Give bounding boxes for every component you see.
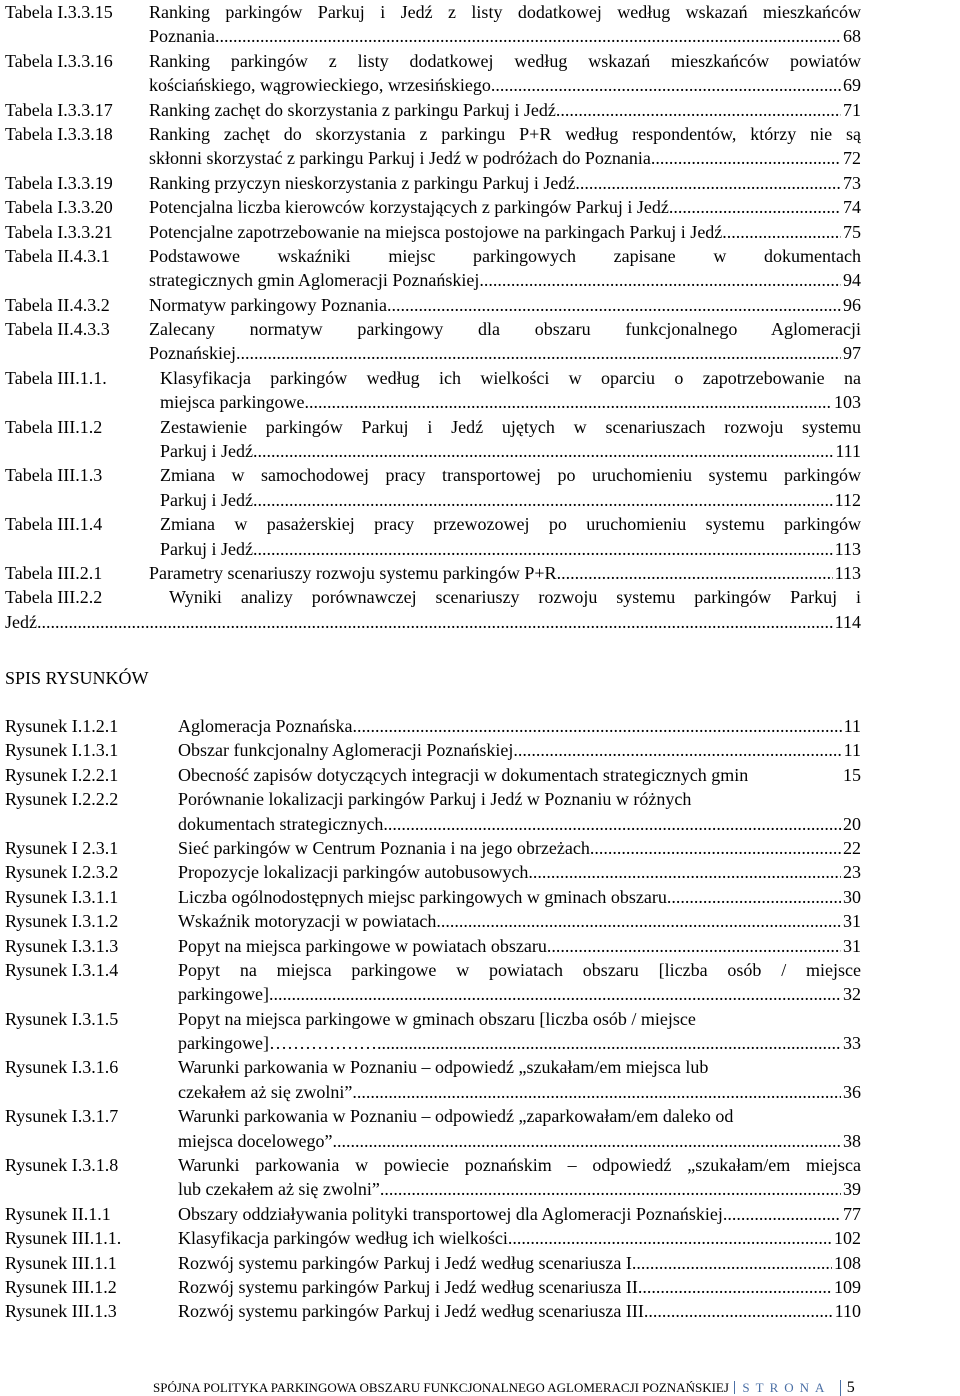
entry-title-last: Rozwój systemu parkingów Parkuj i Jedź według scenariusza I. [178,1252,637,1273]
toc-figure-entry[interactable] [5,1202,861,1226]
entry-page-number: 36 [843,1081,861,1102]
entry-page-number: 109 [834,1276,861,1297]
entry-title-last: Ranking przyczyn nieskorzystania z parkingu Parkuj i Jedź [149,172,576,193]
dot-leader [669,195,841,219]
dot-leader [667,885,841,909]
toc-table-entry[interactable] [5,195,861,219]
toc-figure-entry[interactable] [5,738,861,762]
entry-page-number: 96 [843,294,861,315]
toc-figure-entry[interactable] [5,934,861,958]
entry-label: Rysunek I.3.1.6 [5,1057,119,1078]
toc-table-entry[interactable] [5,220,861,244]
entry-title-last: Normatyw parkingowy Poznania. [149,294,392,315]
entry-label: Rysunek I.2.2.1 [5,764,119,785]
entry-title-line: Zmiana w pasażerskiej pracy przewozowej po uruchomieniu systemu parkingów [160,514,861,535]
dot-leader [436,909,841,933]
toc-figure-entry[interactable] [5,909,861,933]
entry-page-number: 22 [843,837,861,858]
toc-table-entry[interactable] [5,98,861,122]
entry-title-last: Obecność zapisów dotyczących integracji w dokumentach strategicznych gmin [178,764,749,785]
entry-title-line: Ranking parkingów z listy dodatkowej według wskazań mieszkańców powiatów [149,50,861,71]
toc-figure-entry[interactable] [5,1007,861,1056]
entry-title-line: Zestawienie parkingów Parkuj i Jedź ujętych w scenariuszach rozwoju systemu [160,416,861,437]
entry-label: Tabela III.1.1. [5,367,107,388]
entry-label: Rysunek I.2.2.2 [5,789,119,810]
dot-leader [41,610,832,634]
entry-title-last: Liczba ogólnodostępnych miejsc parkingowych w gminach obszaru [178,886,667,907]
entry-title-last: Aglomeracja Poznańska [178,716,353,736]
entry-title-last: Poznania. [149,26,220,47]
dot-leader [352,1080,841,1104]
entry-label: Tabela I.3.3.21 [5,221,113,242]
toc-figure-entry[interactable] [5,1299,861,1323]
entry-title-last: dokumentach strategicznych [178,813,384,834]
entry-page-number: 102 [834,1228,861,1249]
entry-page-number: 112 [834,489,861,510]
dot-leader [648,1299,832,1323]
entry-title-line: Podstawowe wskaźniki miejsc parkingowych zapisane w dokumentach [149,245,861,266]
entry-title-last: Obszar funkcjonalny Aglomeracji Poznańskiej [178,740,514,761]
toc-figure-entry[interactable] [5,1055,861,1104]
entry-title-last: Poznańskiej [149,343,236,364]
dot-leader [391,293,841,317]
dot-leader [236,341,841,365]
entry-page-number: 75 [843,221,861,242]
toc-figure-entry[interactable] [5,836,861,860]
entry-title-line: Zmiana w samochodowej pracy transportowej po uruchomieniu systemu parkingów [160,465,861,486]
entry-page-number: 31 [843,935,861,956]
dot-leader [269,982,841,1006]
dot-leader [253,439,833,463]
dot-leader [575,171,841,195]
section-title-figures: SPIS RYSUNKÓW [5,668,149,688]
entry-title-last: kościańskiego, wągrowieckiego, wrzesińskiego. [149,75,496,96]
entry-title-last: Potencjalne zapotrzebowanie na miejsca postojowe na parkingach Parkuj i Jedź [149,221,723,242]
entry-label: Tabela I.3.3.20 [5,197,113,218]
entry-label: Rysunek I.3.1.4 [5,959,119,980]
dot-leader [642,1275,832,1299]
entry-title-last: parkingowe] [178,984,269,1005]
entry-title-last: miejsca parkingowe [160,392,305,413]
toc-table-entry[interactable] [5,561,861,585]
entry-page-number: 74 [843,197,861,218]
entry-label: Rysunek I.3.1.5 [5,1008,119,1029]
entry-page-number: 73 [843,172,861,193]
entry-title-last: parkingowe]……………….. [178,1033,386,1054]
entry-label: Tabela I.3.3.18 [5,123,113,144]
entry-label: Rysunek III.1.2 [5,1276,117,1297]
entry-title-last: Jedź. [5,611,42,632]
toc-figure-entry[interactable] [5,787,861,836]
toc-figure-entry[interactable] [5,1275,861,1299]
entry-page-number: 33 [843,1033,861,1054]
toc-table-entry[interactable] [5,415,861,464]
entry-label: Tabela II.4.3.3 [5,319,110,340]
entry-title-last: Klasyfikacja parkingów według ich wielkości [178,1228,508,1249]
toc-table-entry[interactable] [5,512,861,561]
entry-label: Tabela III.1.2 [5,416,103,437]
entry-label: Rysunek III.1.1. [5,1228,122,1249]
dot-leader [556,98,841,122]
entry-title-last: skłonni skorzystać z parkingu Parkuj i Jedź w podróżach do Poznania. [149,148,656,169]
page-footer [153,1380,855,1396]
toc-figure-entry[interactable] [5,1153,861,1202]
dot-leader [383,812,841,836]
entry-label: Rysunek III.1.3 [5,1301,117,1322]
toc-figure-entry[interactable] [5,1251,861,1275]
entry-title-last: Popyt na miejsca parkingowe w powiatach obszaru [178,935,547,956]
entry-title-line: Ranking parkingów Parkuj i Jedź z listy dodatkowej według wskazań mieszkańców [149,2,861,22]
footer-title: SPÓJNA POLITYKA PARKINGOWA OBSZARU FUNKCJONALNEGO AGLOMERACJI POZNAŃSKIEJ [153,1380,729,1395]
toc-figure-entry[interactable] [5,860,861,884]
entry-page-number: 31 [843,911,861,932]
dot-leader [528,860,841,884]
dot-leader [513,738,841,762]
entry-label: Tabela I.3.3.16 [5,50,113,71]
toc-table-entry[interactable] [5,49,861,98]
entry-title-last: miejsca docelowego” [178,1130,333,1151]
entry-title-last: Ranking zachęt do skorzystania z parkingu Parkuj i Jedź [149,99,556,120]
entry-label: Rysunek I.3.1.2 [5,911,119,932]
entry-label: Rysunek I.3.1.3 [5,935,119,956]
entry-page-number: 103 [834,392,861,413]
entry-label: Rysunek I.1.3.1 [5,740,119,761]
entry-title-last: Propozycje lokalizacji parkingów autobusowych [178,862,529,883]
entry-page-number: 11 [843,740,861,761]
entry-page-number: 113 [834,562,861,583]
entry-title-last: Parkuj i Jedź. [160,489,258,510]
entry-page-number: 110 [834,1301,861,1322]
dot-leader [380,1177,841,1201]
entry-title-line: Warunki parkowania w Poznaniu – odpowiedź „zaparkowałam/em daleko od [178,1106,734,1127]
toc-table-entry[interactable] [5,585,861,634]
dot-leader [508,1226,832,1250]
toc-figure-entry[interactable] [5,1226,861,1250]
entry-label: Rysunek I.3.1.8 [5,1155,119,1176]
footer-page-number: 5 [840,1380,855,1396]
entry-page-number: 97 [843,343,861,364]
dot-leader [723,1202,841,1226]
toc-table-entry[interactable] [5,0,861,49]
entry-page-number: 30 [843,886,861,907]
dot-leader [561,561,833,585]
entry-title-line: Wyniki analizy porównawczej scenariuszy rozwoju systemu parkingów Parkuj i [169,587,861,608]
dot-leader [655,146,841,170]
entry-title-last: lub czekałem aż się zwolni” [178,1179,380,1200]
toc-figure-entry[interactable] [5,958,861,1007]
entry-page-number: 111 [835,441,861,462]
entry-label: Tabela III.1.4 [5,514,103,535]
entry-page-number: 72 [843,148,861,169]
entry-title-last: Parkuj i Jedź [160,441,253,462]
entry-page-number: 20 [843,813,861,834]
dot-leader [253,537,833,561]
entry-title-last: czekałem aż się zwolni” [178,1081,353,1102]
entry-label: Tabela II.4.3.1 [5,245,110,266]
entry-page-number: 68 [843,26,861,47]
entry-page-number: 114 [834,611,861,632]
toc-figure-entry[interactable] [5,885,861,909]
toc-figure-entry[interactable] [5,714,861,738]
dot-leader [386,1031,841,1055]
dot-leader [495,73,841,97]
entry-page-number: 108 [834,1252,861,1273]
entry-label: Tabela III.1.3 [5,465,103,486]
entry-title-last: Parkuj i Jedź [160,538,253,559]
entry-title-last: Rozwój systemu parkingów Parkuj i Jedź według scenariusza II. [178,1276,643,1297]
entry-label: Rysunek I.3.1.7 [5,1106,119,1127]
entry-title-last: Obszary oddziaływania polityki transportowej dla Aglomeracji Poznańskiej [178,1203,723,1224]
entry-title-last: Wskaźnik motoryzacji w powiatach [178,911,437,932]
toc-figure-entry[interactable] [5,1104,861,1153]
entry-label: Tabela III.2.1 [5,562,103,583]
entry-page-number: 71 [843,99,861,120]
entry-title-line: Warunki parkowania w powiecie poznańskim – odpowiedź „szukałam/em miejsca [178,1155,861,1176]
toc-table-entry[interactable] [5,293,861,317]
entry-page-number: 77 [843,1203,861,1224]
entry-title-line: Zalecany normatyw parkingowy dla obszaru funkcjonalnego Aglomeracji [149,319,861,340]
entry-page-number: 11 [843,716,861,736]
table-list [5,0,861,634]
entry-page-number: 23 [843,862,861,883]
entry-title-line: Ranking zachęt do skorzystania z parkingu P+R według respondentów, którzy nie są [149,123,861,144]
footer-separator [734,1381,735,1394]
entry-label: Rysunek I.1.2.1 [5,716,119,736]
entry-title-last: Parametry scenariuszy rozwoju systemu parkingów P+R. [149,562,562,583]
entry-label: Tabela II.4.3.2 [5,294,110,315]
toc-figure-entry[interactable] [5,763,861,787]
entry-page-number: 15 [843,764,861,785]
entry-label: Rysunek I 2.3.1 [5,837,119,858]
entry-label: Tabela I.3.3.19 [5,172,113,193]
toc-table-entry[interactable] [5,463,861,512]
entry-title-line: Popyt na miejsca parkingowe w powiatach obszaru [liczba osób / miejsce [178,959,861,980]
toc-table-entry[interactable] [5,122,861,171]
dot-leader [257,488,832,512]
entry-page-number: 39 [843,1179,861,1200]
entry-page-number: 113 [834,538,861,559]
dot-leader [636,1251,832,1275]
toc-table-entry[interactable] [5,317,861,366]
footer-page-word: STRONA [742,1380,831,1395]
toc-table-entry[interactable] [5,171,861,195]
toc-table-entry[interactable] [5,244,861,293]
entry-label: Rysunek III.1.1 [5,1252,117,1273]
dot-leader [479,268,841,292]
entry-page-number: 69 [843,75,861,96]
entry-title-last: Potencjalna liczba kierowców korzystających z parkingów Parkuj i Jedź [149,197,669,218]
dot-leader [722,220,841,244]
dot-leader [332,1129,841,1153]
dot-leader [304,390,832,414]
toc-table-entry[interactable] [5,366,861,415]
entry-label: Tabela III.2.2 [5,587,103,608]
entry-label: Tabela I.3.3.17 [5,99,113,120]
entry-label: Rysunek I.3.1.1 [5,886,119,907]
dot-leader [547,934,841,958]
entry-title-line: Porównanie lokalizacji parkingów Parkuj i Jedź w Poznaniu w różnych [178,789,692,810]
entry-page-number: 38 [843,1130,861,1151]
entry-title-last: Rozwój systemu parkingów Parkuj i Jedź według scenariusza III. [178,1301,649,1322]
entry-label: Rysunek I.2.3.2 [5,862,119,883]
entry-title-last: strategicznych gmin Aglomeracji Poznańskiej [149,270,480,291]
entry-title-line: Popyt na miejsca parkingowe w gminach obszaru [liczba osób / miejsce [178,1008,696,1029]
dot-leader [590,836,841,860]
entry-title-line: Warunki parkowania w Poznaniu – odpowiedź „szukałam/em miejsca lub [178,1057,709,1078]
figure-list [5,714,861,1324]
entry-title-last: Sieć parkingów w Centrum Poznania i na jego obrzeżach [178,837,590,858]
dot-leader [352,714,841,738]
entry-label: Tabela I.3.3.15 [5,2,113,22]
dot-leader [219,24,841,48]
entry-page-number: 94 [843,270,861,291]
entry-page-number: 32 [843,984,861,1005]
entry-title-line: Klasyfikacja parkingów według ich wielkości w oparciu o zapotrzebowanie na [160,367,861,388]
entry-label: Rysunek II.1.1 [5,1203,111,1224]
